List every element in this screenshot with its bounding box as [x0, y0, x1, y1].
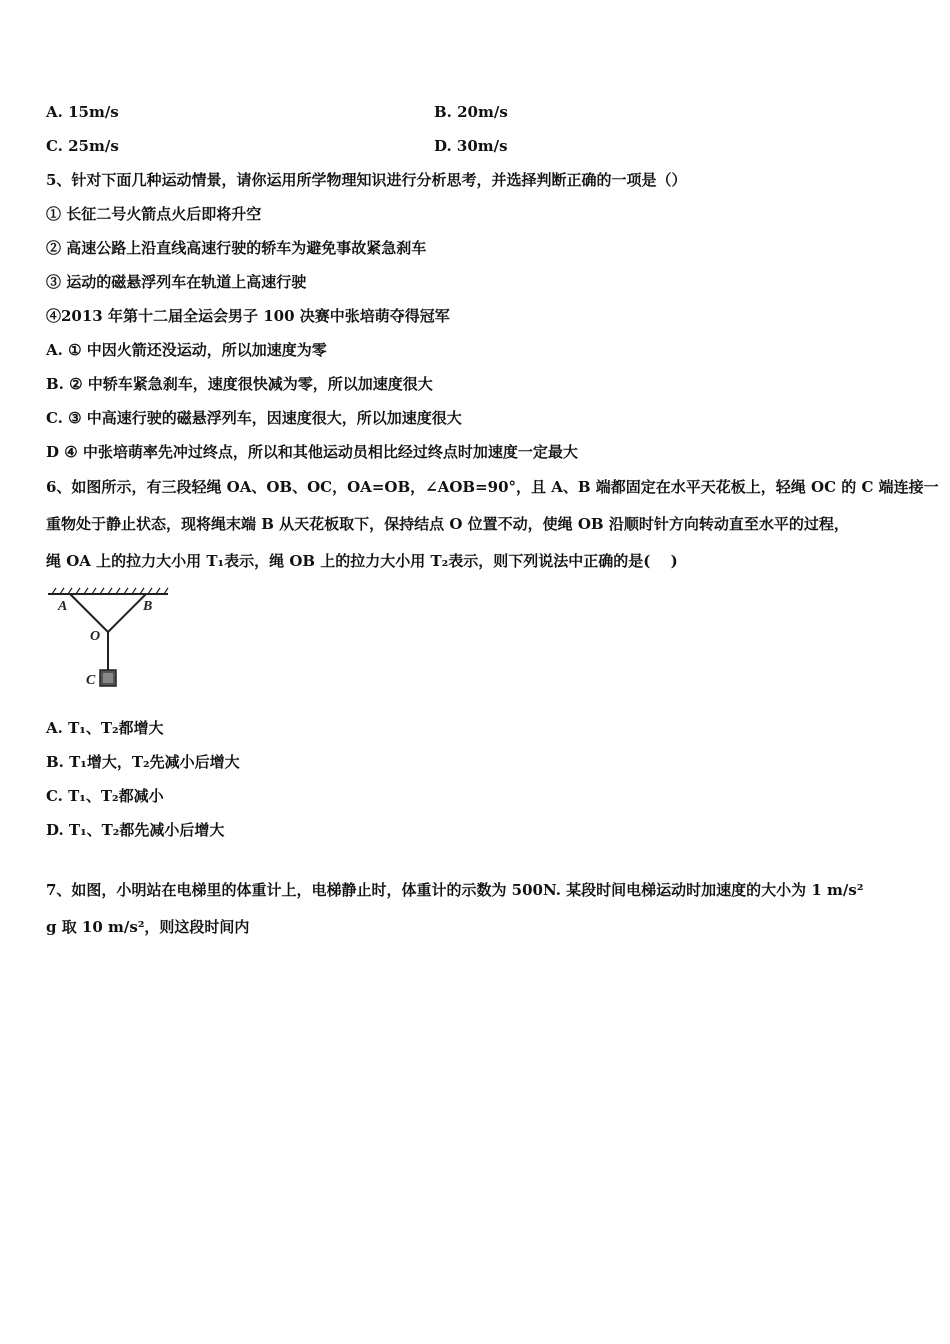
- label-b: B: [143, 599, 153, 614]
- q6-stem-line-1: 6、如图所示，有三段轻绳 OA、OB、OC，OA=OB，∠AOB=90°，且 A、B 端都固定在水平天花板上，轻绳 OC 的 C 端连接一: [46, 478, 939, 496]
- q4-option-b: B. 20m/s: [434, 103, 508, 121]
- rope-oa: [70, 594, 108, 632]
- q6-option-d: D. T₁、T₂都先减小后增大: [46, 821, 225, 839]
- weight-block-inner: [103, 673, 113, 683]
- q6-option-c: C. T₁、T₂都减小: [46, 787, 164, 805]
- q5-stem: 5、针对下面几种运动情景，请你运用所学物理知识进行分析思考，并选择判断正确的一项是（）: [46, 171, 687, 189]
- q4-option-c: C. 25m/s: [46, 137, 119, 155]
- q5-scenario-2: ② 高速公路上沿直线高速行驶的轿车为避免事故紧急刹车: [46, 239, 427, 257]
- q7-stem-line-1: 7、如图，小明站在电梯里的体重计上，电梯静止时，体重计的示数为 500N. 某段时间电梯运动时加速度的大小为 1 m/s²: [46, 881, 864, 899]
- rope-diagram-svg: [46, 584, 170, 696]
- q7-stem-line-2: g 取 10 m/s²，则这段时间内: [46, 918, 250, 936]
- q6-stem-line-3: 绳 OA 上的拉力大小用 T₁表示，绳 OB 上的拉力大小用 T₂表示，则下列说法中正确的是( ): [46, 552, 678, 570]
- q5-option-b: B. ② 中轿车紧急刹车，速度很快减为零，所以加速度很大: [46, 375, 433, 393]
- q6-option-a: A. T₁、T₂都增大: [46, 719, 164, 737]
- q6-stem-line-2: 重物处于静止状态，现将绳末端 B 从天花板取下，保持结点 O 位置不动，使绳 OB 沿顺时针方向转动直至水平的过程，: [46, 515, 849, 533]
- q4-option-d: D. 30m/s: [434, 137, 508, 155]
- q5-option-d: D ④ 中张培萌率先冲过终点，所以和其他运动员相比经过终点时加速度一定最大: [46, 443, 578, 461]
- q5-option-a: A. ① 中因火箭还没运动，所以加速度为零: [46, 341, 327, 359]
- q5-scenario-3: ③ 运动的磁悬浮列车在轨道上高速行驶: [46, 273, 307, 291]
- q5-scenario-1: ① 长征二号火箭点火后即将升空: [46, 205, 262, 223]
- q5-option-c: C. ③ 中高速行驶的磁悬浮列车，因速度很大，所以加速度很大: [46, 409, 462, 427]
- q6-option-b: B. T₁增大，T₂先减小后增大: [46, 753, 240, 771]
- label-o: O: [90, 629, 101, 644]
- label-c: C: [86, 673, 96, 688]
- q5-scenario-4: ④2013 年第十二届全运会男子 100 决赛中张培萌夺得冠军: [46, 307, 450, 325]
- label-a: A: [58, 599, 68, 614]
- rope-ob: [108, 594, 146, 632]
- q4-option-a: A. 15m/s: [46, 103, 119, 121]
- q6-rope-diagram: [46, 584, 170, 696]
